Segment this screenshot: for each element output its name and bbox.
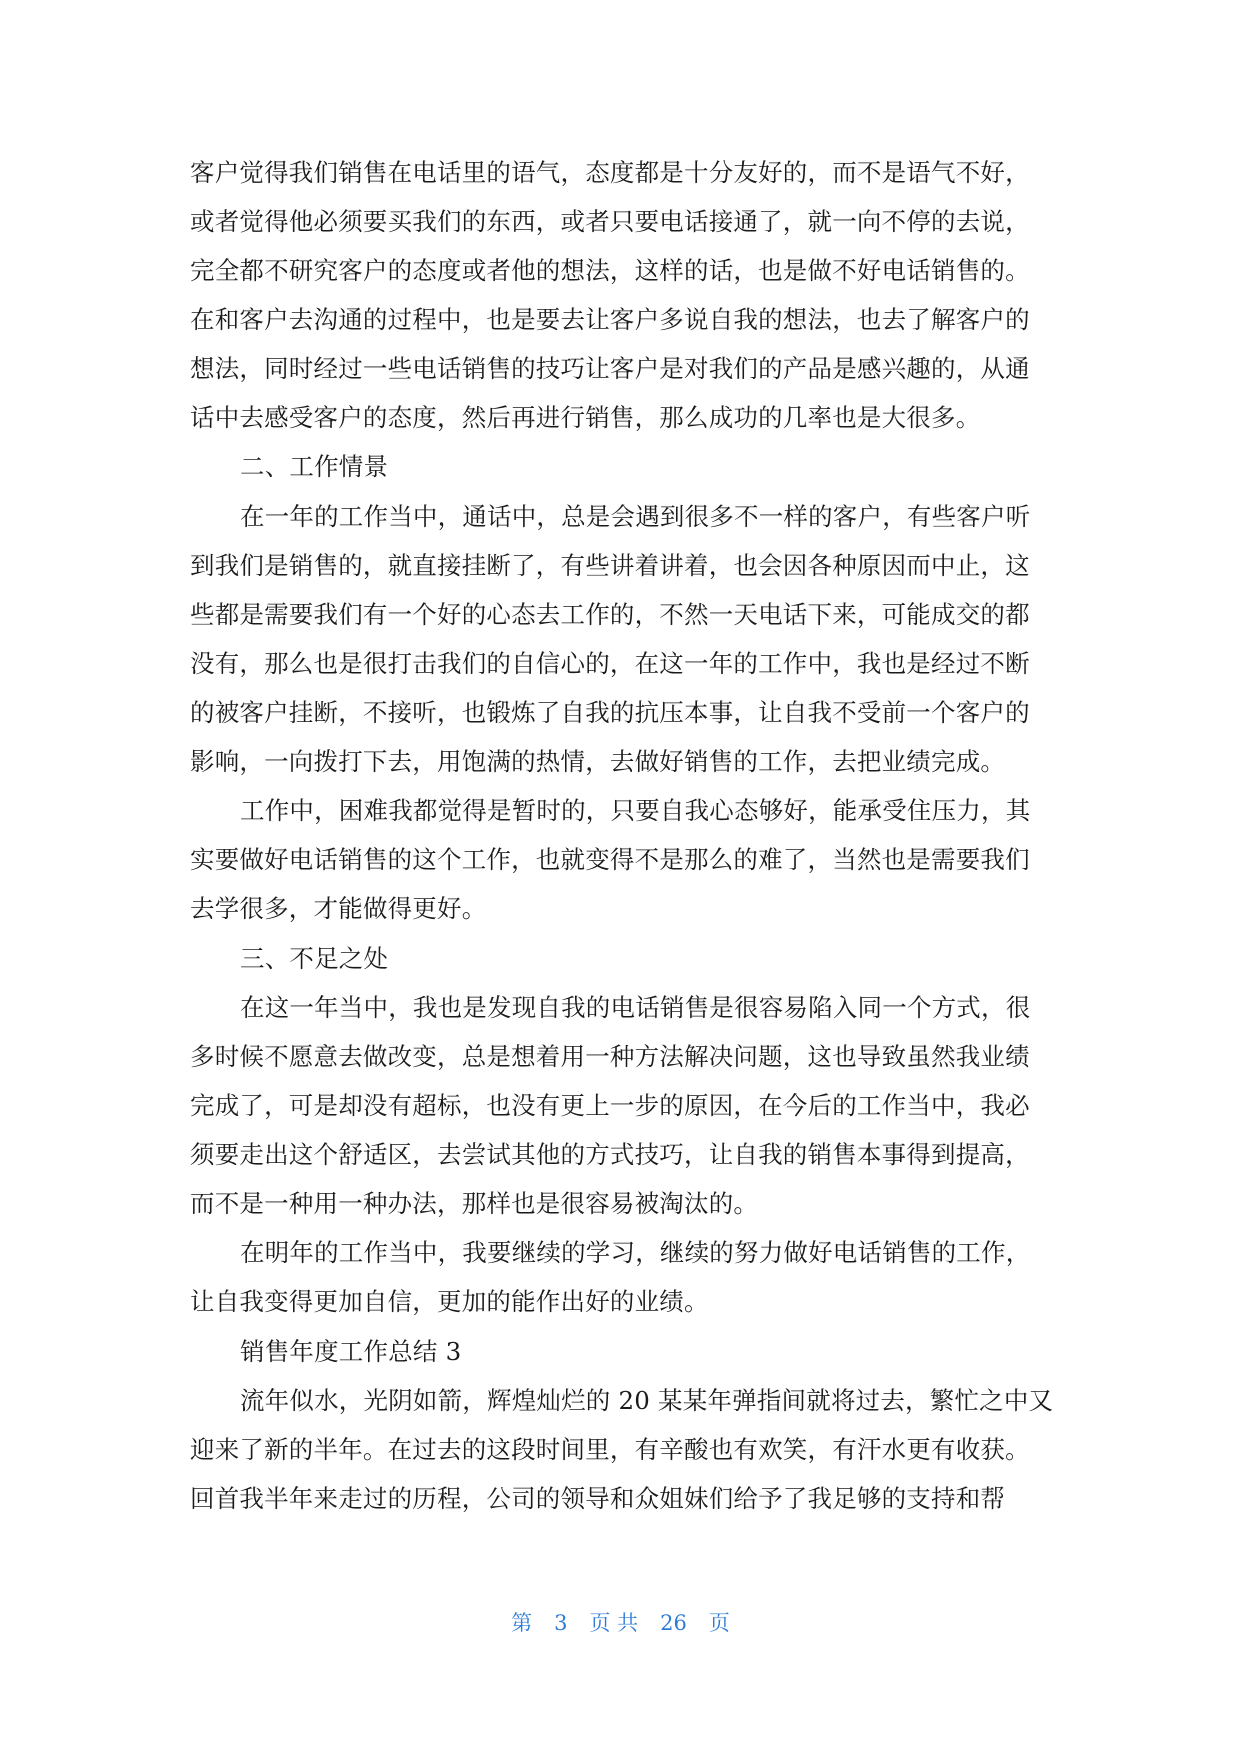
page-footer xyxy=(0,1610,1241,1636)
section-heading: 销售年度工作总结 3 xyxy=(240,1337,462,1366)
body-line: 工作中，困难我都觉得是暂时的，只要自我心态够好，能承受住压力，其 xyxy=(240,796,1031,825)
body-line: 让自我变得更加自信，更加的能作出好的业绩。 xyxy=(190,1287,709,1316)
body-line: 的被客户挂断，不接听，也锻炼了自我的抗压本事，让自我不受前一个客户的 xyxy=(190,698,1030,727)
body-line: 想法，同时经过一些电话销售的技巧让客户是对我们的产品是感兴趣的，从通 xyxy=(190,354,1030,383)
footer-total-pages: 26 xyxy=(660,1611,687,1635)
body-line: 些都是需要我们有一个好的心态去工作的，不然一天电话下来，可能成交的都 xyxy=(190,600,1030,629)
body-line: 完成了，可是却没有超标，也没有更上一步的原因，在今后的工作当中，我必 xyxy=(190,1091,1030,1120)
body-line: 实要做好电话销售的这个工作，也就变得不是那么的难了，当然也是需要我们 xyxy=(190,845,1030,874)
body-line: 或者觉得他必须要买我们的东西，或者只要电话接通了，就一向不停的去说， xyxy=(190,207,1030,236)
body-line: 回首我半年来走过的历程，公司的领导和众姐妹们给予了我足够的支持和帮 xyxy=(190,1484,1006,1513)
footer-current-page: 3 xyxy=(554,1611,568,1635)
body-line: 迎来了新的半年。在过去的这段时间里，有辛酸也有欢笑，有汗水更有收获。 xyxy=(190,1435,1030,1464)
body-line: 去学很多，才能做得更好。 xyxy=(190,894,487,923)
body-line: 流年似水，光阴如箭，辉煌灿烂的 20 某某年弹指间就将过去，繁忙之中又 xyxy=(240,1386,1054,1415)
footer-middle: 页 共 xyxy=(589,1611,639,1635)
footer-suffix: 页 xyxy=(708,1611,730,1635)
section-heading: 二、工作情景 xyxy=(240,452,389,481)
body-line: 在和客户去沟通的过程中，也是要去让客户多说自我的想法，也去了解客户的 xyxy=(190,305,1030,334)
body-line: 影响，一向拨打下去，用饱满的热情，去做好销售的工作，去把业绩完成。 xyxy=(190,747,1006,776)
body-line: 在一年的工作当中，通话中，总是会遇到很多不一样的客户，有些客户听 xyxy=(240,502,1031,531)
footer-prefix: 第 xyxy=(511,1611,533,1635)
body-line: 在这一年当中，我也是发现自我的电话销售是很容易陷入同一个方式，很 xyxy=(240,993,1031,1022)
body-line: 多时候不愿意去做改变，总是想着用一种方法解决问题，这也导致虽然我业绩 xyxy=(190,1042,1030,1071)
section-heading: 三、不足之处 xyxy=(240,944,389,973)
body-line: 客户觉得我们销售在电话里的语气，态度都是十分友好的，而不是语气不好， xyxy=(190,158,1030,187)
body-line: 完全都不研究客户的态度或者他的想法，这样的话，也是做不好电话销售的。 xyxy=(190,256,1030,285)
body-line: 到我们是销售的，就直接挂断了，有些讲着讲着，也会因各种原因而中止，这 xyxy=(190,551,1030,580)
body-line: 须要走出这个舒适区，去尝试其他的方式技巧，让自我的销售本事得到提高， xyxy=(190,1140,1030,1169)
body-line: 而不是一种用一种办法，那样也是很容易被淘汰的。 xyxy=(190,1189,759,1218)
body-line: 在明年的工作当中，我要继续的学习，继续的努力做好电话销售的工作， xyxy=(240,1238,1031,1267)
body-line: 话中去感受客户的态度，然后再进行销售，那么成功的几率也是大很多。 xyxy=(190,403,981,432)
body-line: 没有，那么也是很打击我们的自信心的，在这一年的工作中，我也是经过不断 xyxy=(190,649,1030,678)
